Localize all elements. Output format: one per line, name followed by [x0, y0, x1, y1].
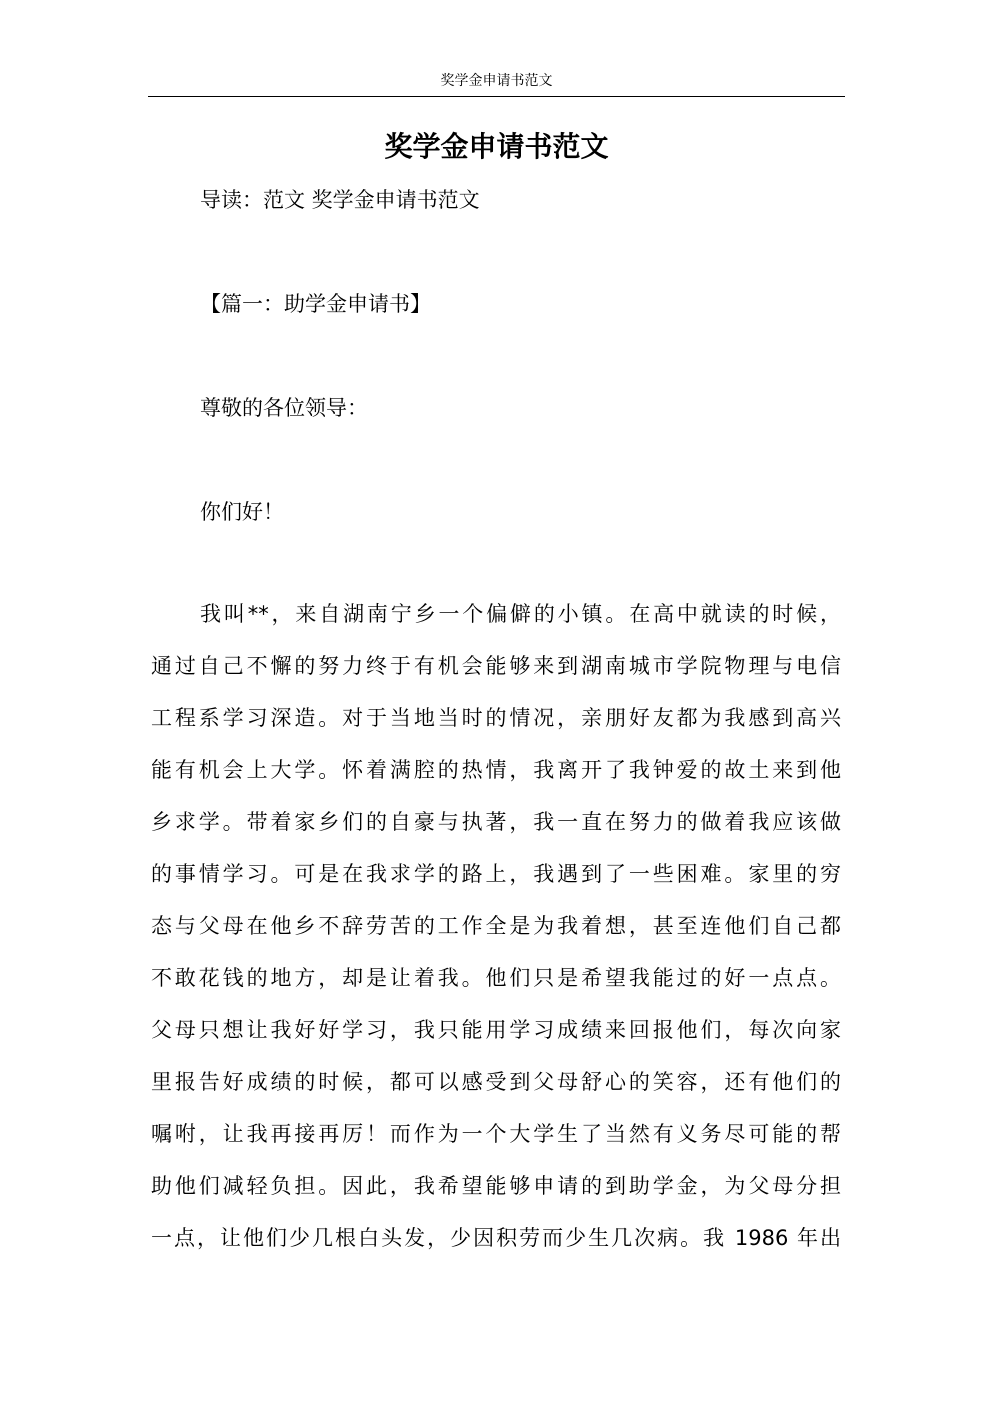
- body-paragraph: [151, 599, 841, 1275]
- section-heading: 【篇一：助学金申请书】: [200, 292, 431, 316]
- body-line: 父母只想让我好好学习，我只能用学习成绩来回报他们，每次向家: [151, 1018, 841, 1042]
- body-line: 助他们减轻负担。因此，我希望能够申请的到助学金，为父母分担: [151, 1174, 841, 1198]
- salutation: 尊敬的各位领导：: [200, 396, 368, 420]
- body-line: 不敢花钱的地方，却是让着我。他们只是希望我能过的好一点点。: [151, 966, 841, 990]
- body-line: 嘱咐，让我再接再厉！而作为一个大学生了当然有义务尽可能的帮: [151, 1122, 841, 1146]
- running-header: 奖学金申请书范文: [440, 73, 553, 89]
- body-line: 乡求学。带着家乡们的自豪与执著，我一直在努力的做着我应该做: [151, 810, 841, 834]
- body-line: 工程系学习深造。对于当地当时的情况，亲朋好友都为我感到高兴: [151, 706, 841, 730]
- body-line: 的事情学习。可是在我求学的路上，我遇到了一些困难。家里的穷: [151, 862, 841, 886]
- intro-line: 导读：范文 奖学金申请书范文: [200, 188, 480, 212]
- greeting: 你们好！: [200, 500, 284, 524]
- body-line: 能有机会上大学。怀着满腔的热情，我离开了我钟爱的故土来到他: [151, 758, 841, 782]
- body-line: 我叫**，来自湖南宁乡一个偏僻的小镇。在高中就读的时候，: [200, 602, 841, 626]
- body-line: 一点，让他们少几根白头发，少因积劳而少生几次病。我 1986 年出: [151, 1226, 841, 1250]
- body-line: 态与父母在他乡不辞劳苦的工作全是为我着想，甚至连他们自己都: [151, 914, 841, 938]
- header-divider: [148, 96, 845, 97]
- page-title: 奖学金申请书范文: [384, 130, 609, 163]
- body-line: 通过自己不懈的努力终于有机会能够来到湖南城市学院物理与电信: [151, 654, 841, 678]
- body-line: 里报告好成绩的时候，都可以感受到父母舒心的笑容，还有他们的: [151, 1070, 841, 1094]
